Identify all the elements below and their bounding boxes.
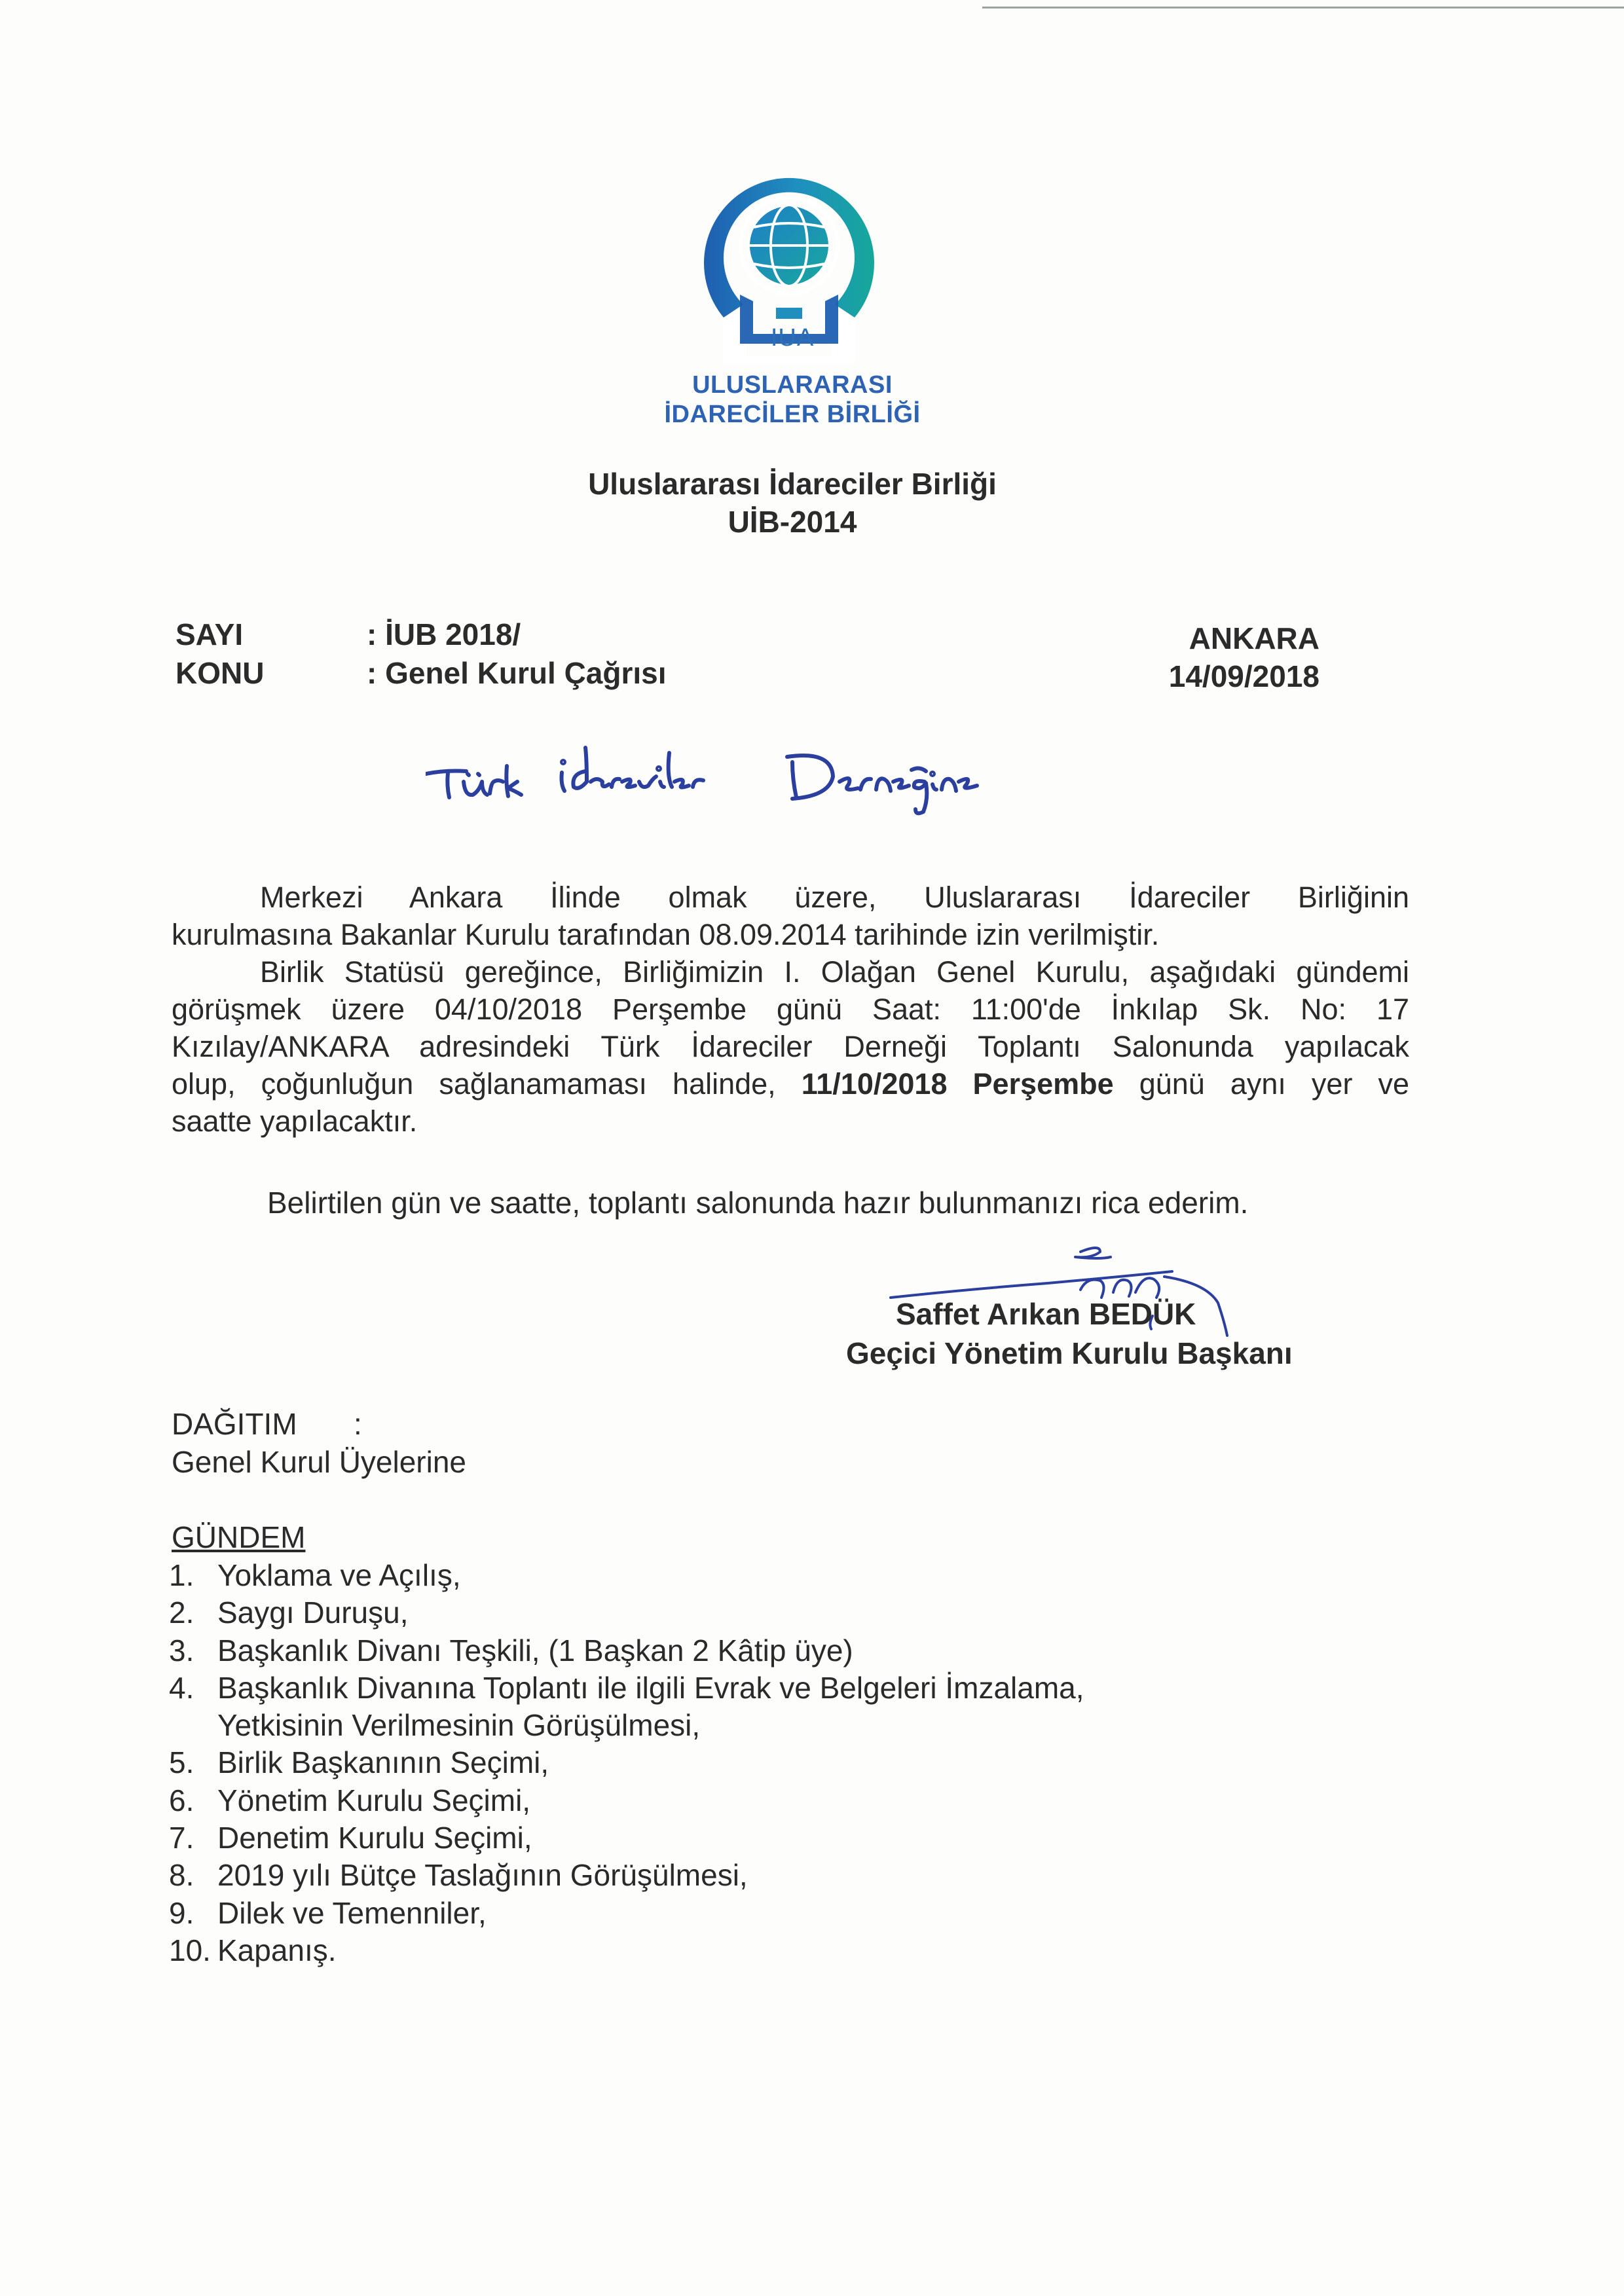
- second-meeting-date: 11/10/2018 Perşembe: [801, 1067, 1114, 1101]
- agenda-item-text: Denetim Kurulu Seçimi,: [217, 1821, 532, 1855]
- paragraph-2-line-4-start: olup, çoğunluğun sağlanamaması halinde,: [172, 1067, 776, 1101]
- org-name-line1: ULUSLARARASI: [692, 371, 893, 399]
- signer-name: Saffet Arıkan BEDÜK: [896, 1297, 1196, 1331]
- agenda-item-number: 10.: [169, 1933, 211, 1967]
- agenda-title: GÜNDEM: [172, 1520, 306, 1554]
- agenda-item: [169, 1632, 1084, 1669]
- agenda-item-text: Başkanlık Divanına Toplantı ile ilgili Evrak ve Belgeleri İmzalama,: [217, 1670, 1084, 1705]
- agenda-item-continuation: Yetkisinin Verilmesinin Görüşülmesi,: [217, 1708, 701, 1743]
- paragraph-1: [172, 879, 1409, 953]
- paragraph-2-line-4: [172, 1065, 1409, 1102]
- agenda-item: [169, 1557, 1084, 1594]
- agenda-item-number: 2.: [169, 1595, 194, 1630]
- paragraph-2-line-5: saatte yapılacaktır.: [172, 1104, 418, 1138]
- distribution-colon: :: [354, 1407, 362, 1441]
- agenda-item-number: 9.: [169, 1895, 194, 1930]
- signer-title: Geçici Yönetim Kurulu Başkanı: [846, 1336, 1293, 1370]
- paragraph-2-line-1: Birlik Statüsü gereğince, Birliğimizin I. Olağan Genel Kurulu, aşağıdaki gündemi: [260, 955, 1409, 989]
- agenda-item-number: 5.: [169, 1745, 194, 1780]
- agenda-item: [169, 1895, 1084, 1932]
- agenda-item-text: Yoklama ve Açılış,: [217, 1558, 461, 1592]
- paragraph-2-line-3: Kızılay/ANKARA adresindeki Türk İdareciler Derneği Toplantı Salonunda yapılacak: [172, 1030, 1409, 1063]
- paragraph-1-line-1: Merkezi Ankara İlinde olmak üzere, Uluslararası İdareciler Birliğinin: [260, 881, 1409, 914]
- agenda-item-number: 4.: [169, 1670, 194, 1705]
- agenda-item: [169, 1594, 1084, 1631]
- agenda-item-number: 7.: [169, 1821, 194, 1855]
- logo-abbreviation: IUA: [770, 324, 815, 352]
- agenda-item: [169, 1857, 1084, 1894]
- agenda-item-number: 8.: [169, 1858, 194, 1893]
- paragraph-1-line-2: kurulmasına Bakanlar Kurulu tarafından 08.09.2014 tarihinde izin verilmiştir.: [172, 918, 1160, 951]
- agenda-item-number: 6.: [169, 1783, 194, 1817]
- agenda-item-text: 2019 yılı Bütçe Taslağının Görüşülmesi,: [217, 1858, 748, 1893]
- org-name-line2: İDARECİLER BİRLİĞİ: [664, 401, 921, 428]
- agenda-item: [169, 1744, 1084, 1781]
- agenda-item: [169, 1932, 1084, 1969]
- scan-edge-line: [982, 7, 1624, 9]
- agenda-item-text: Başkanlık Divanı Teşkili, (1 Başkan 2 Kâtip üye): [217, 1633, 853, 1667]
- agenda-item: [169, 1669, 1084, 1745]
- agenda-item: [169, 1819, 1084, 1857]
- agenda-item-text: Kapanış.: [217, 1933, 337, 1967]
- document-title: Uluslararası İdareciler Birliği: [588, 467, 997, 501]
- distribution-value: Genel Kurul Üyelerine: [172, 1445, 467, 1479]
- agenda-item-text: Saygı Duruşu,: [217, 1595, 409, 1630]
- agenda-item-text: Dilek ve Temenniler,: [217, 1895, 487, 1930]
- agenda-item-number: 1.: [169, 1558, 194, 1592]
- closing-sentence: Belirtilen gün ve saatte, toplantı salonunda hazır bulunmanızı rica ederim.: [267, 1186, 1249, 1220]
- konu-value: : Genel Kurul Çağrısı: [367, 656, 667, 690]
- paragraph-2-line-2: görüşmek üzere 04/10/2018 Perşembe günü Saat: 11:00'de İnkılap Sk. No: 17: [172, 993, 1409, 1026]
- handwritten-recipient: [426, 714, 1113, 825]
- agenda-item-number: 3.: [169, 1633, 194, 1667]
- paragraph-2: [172, 953, 1409, 1140]
- konu-label: KONU: [175, 656, 265, 690]
- agenda-item-text: Birlik Başkanının Seçimi,: [217, 1745, 549, 1780]
- document-code: UİB-2014: [728, 505, 857, 539]
- city: ANKARA: [1189, 621, 1320, 655]
- agenda-list: [169, 1557, 1084, 1969]
- sayi-value: : İUB 2018/: [367, 617, 521, 651]
- sayi-label: SAYI: [175, 617, 244, 651]
- agenda-item-text: Yönetim Kurulu Seçimi,: [217, 1783, 531, 1817]
- agenda-item: [169, 1782, 1084, 1819]
- distribution-label: DAĞITIM: [172, 1407, 297, 1441]
- paragraph-2-line-4-end: günü aynı yer ve: [1139, 1067, 1409, 1101]
- date: 14/09/2018: [1168, 659, 1320, 693]
